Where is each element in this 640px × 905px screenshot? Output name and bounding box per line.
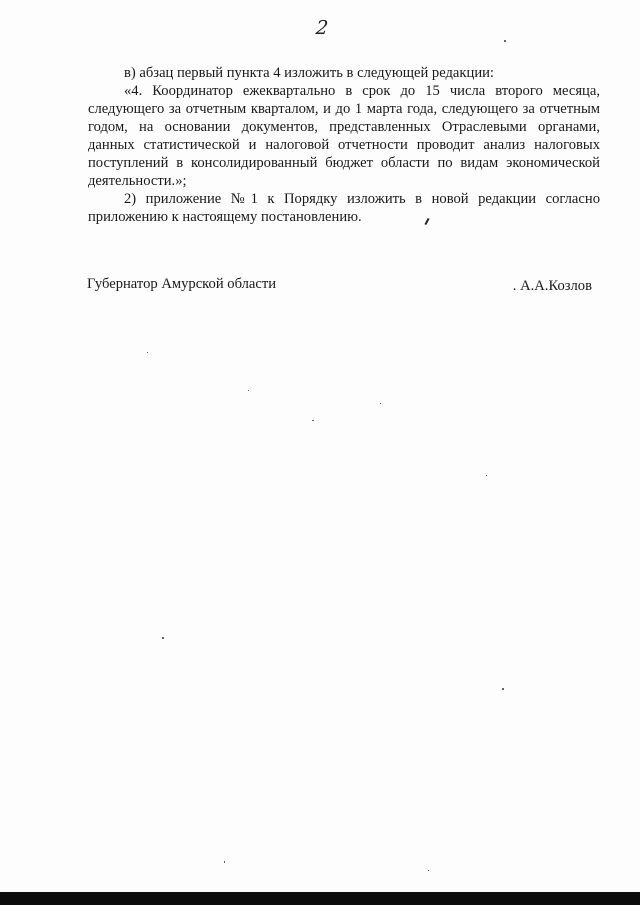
scan-speck — [502, 688, 504, 690]
signature-block — [87, 276, 600, 298]
paragraph-amendment-intro: в) абзац первый пункта 4 изложить в следующей редакции: — [124, 65, 494, 81]
scan-speck — [162, 637, 164, 639]
scan-speck — [224, 861, 225, 863]
signatory-name: . А.А.Козлов — [512, 278, 592, 294]
paragraph-coordinator-clause: «4. Координатор ежеквартально в срок до 15 числа второго месяца, следующего за отчетным кварталом, и до 1 марта года, следующего за отчетным годом, на основании документов, представленных Отраслевыми органами, данных статистической и налоговой отчетности проводит анализ налоговых поступлений в консолидированный бюджет области по видам экономической деятельности.»; — [88, 83, 600, 189]
scan-speck — [504, 40, 506, 42]
scan-edge-bar — [0, 892, 640, 905]
scan-speck — [248, 390, 249, 391]
scan-speck — [428, 870, 429, 871]
document-body — [88, 64, 600, 226]
scan-speck — [486, 475, 487, 476]
scan-speck — [147, 352, 148, 353]
scan-speck — [380, 403, 381, 404]
paragraph-appendix-change: 2) приложение №1 к Порядку изложить в новой редакции согласно приложению к настоящему постановлению. — [88, 191, 600, 225]
signatory-title: Губернатор Амурской области — [87, 276, 277, 292]
page-number: 2 — [314, 17, 330, 39]
scan-speck — [312, 420, 314, 421]
